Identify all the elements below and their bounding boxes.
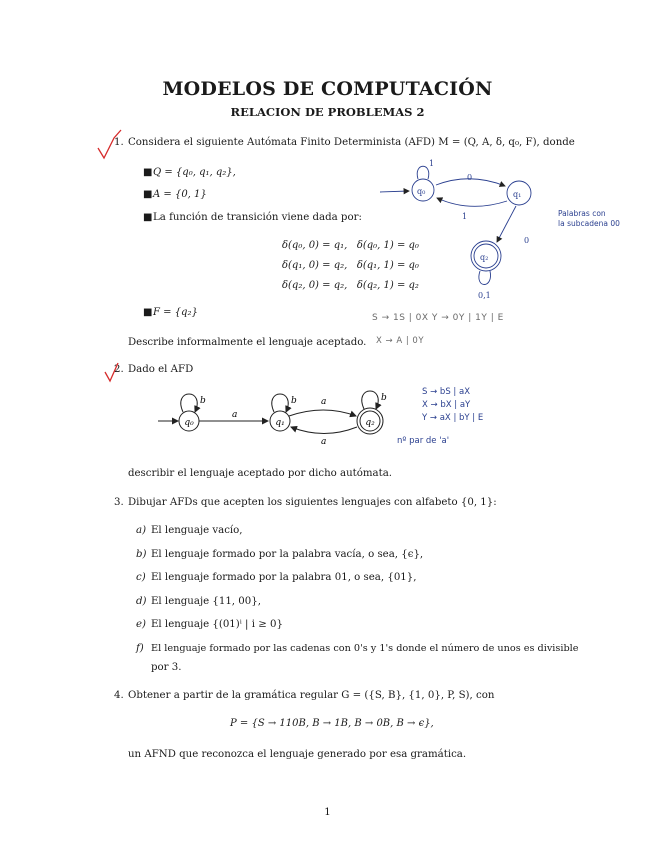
- bullet-icon: ■: [143, 212, 153, 223]
- list-item: El lenguaje formado por la palabra 01, o sea, {01},: [151, 572, 417, 583]
- handwritten-line: X → bX | aY: [422, 400, 471, 410]
- transition-row: δ(q₁, 0) = q₂, δ(q₁, 1) = q₀: [282, 260, 419, 271]
- check-mark-icon: [98, 130, 121, 158]
- sketch-label: 1: [462, 212, 468, 221]
- edge-q2-q1: [291, 427, 357, 434]
- list-item: El lenguaje {(01)ⁱ | i ≥ 0}: [151, 619, 283, 630]
- loop-label: b: [200, 396, 206, 406]
- list-marker: e): [136, 619, 147, 630]
- loop-label: b: [381, 393, 387, 403]
- handwritten-margin-note: [558, 209, 620, 229]
- sketch-label: 0: [467, 173, 473, 182]
- problem-2-number: 2.: [114, 364, 124, 375]
- bullet-icon: ■: [143, 189, 153, 200]
- loop-q0: [181, 394, 197, 412]
- problem-1-final-states: F = {q₂}: [153, 307, 198, 318]
- state-label: q₂: [365, 418, 375, 428]
- handwritten-grammar-1: S → 1S | 0X Y → 0Y | 1Y | E: [372, 313, 504, 323]
- edge-label: a: [321, 437, 327, 447]
- list-marker: a): [136, 525, 147, 536]
- sketch-loop-q2: [479, 271, 491, 285]
- handwritten-line: S → bS | aX: [422, 387, 471, 397]
- list-item: El lenguaje formado por las cadenas con 0's y 1's donde el número de unos es divisible: [151, 643, 579, 654]
- edge-q1-q2: [289, 410, 356, 416]
- sketch-label: q₁: [513, 190, 522, 199]
- problem-4-intro: Obtener a partir de la gramática regular G = ({S, B}, {1, 0}, P, S), con: [128, 690, 495, 701]
- problem-1-alphabet: A = {0, 1}: [153, 189, 207, 200]
- state-label: q₀: [184, 418, 194, 428]
- problem-2-question: describir el lenguaje aceptado por dicho autómata.: [128, 468, 393, 479]
- page-subtitle: RELACION DE PROBLEMAS 2: [230, 105, 425, 119]
- loop-q1: [272, 394, 288, 412]
- problem-1-states: Q = {q₀, q₁, q₂},: [153, 167, 236, 178]
- problem-1-transition-intro: La función de transición viene dada por:: [153, 212, 362, 223]
- sketch-label: 0: [524, 236, 530, 245]
- problem-1-intro: Considera el siguiente Autómata Finito Determinista (AFD) M = (Q, A, δ, q₀, F), donde: [128, 137, 575, 148]
- list-marker: f): [136, 643, 144, 654]
- bullet-icon: ■: [143, 307, 153, 318]
- list-item: El lenguaje {11, 00},: [151, 596, 261, 607]
- loop-label: b: [291, 396, 297, 406]
- sketch-label: q₀: [417, 187, 426, 196]
- sketch-initial-arrow: [380, 191, 409, 192]
- list-item: El lenguaje formado por la palabra vacía, o sea, {ϵ},: [151, 549, 424, 560]
- problem-1-number: 1.: [114, 137, 124, 148]
- check-mark-icon: [105, 363, 118, 381]
- handwritten-grammar-2: X → A | 0Y: [376, 336, 425, 346]
- state-label: q₁: [275, 418, 285, 428]
- handwritten-line: la subcadena 00: [558, 219, 620, 228]
- problem-3-number: 3.: [114, 497, 124, 508]
- problem-4-productions: P = {S → 110B, B → 1B, B → 0B, B → ϵ},: [230, 718, 434, 729]
- problem-2-intro: Dado el AFD: [128, 364, 194, 375]
- sketch-edge-q1-q0: [437, 198, 507, 206]
- page-number: 1: [324, 807, 331, 818]
- problem-3-intro: Dibujar AFDs que acepten los siguientes lenguajes con alfabeto {0, 1}:: [128, 497, 497, 508]
- handwritten-grammar-right: [422, 386, 483, 425]
- problem-4-number: 4.: [114, 690, 124, 701]
- sketch-loop-q0: [417, 166, 429, 179]
- sketch-label: q₂: [480, 253, 489, 262]
- transition-row: δ(q₀, 0) = q₁, δ(q₀, 1) = q₀: [282, 240, 419, 251]
- handwritten-note: nº par de 'a': [397, 436, 450, 446]
- transition-row: δ(q₂, 0) = q₂, δ(q₂, 1) = q₂: [282, 280, 419, 291]
- edge-label: a: [232, 410, 238, 420]
- page-title: MODELOS DE COMPUTACIÓN: [162, 78, 493, 100]
- sketch-label: 1: [429, 159, 435, 168]
- loop-q2: [362, 391, 378, 409]
- list-marker: d): [136, 596, 147, 607]
- handwritten-line: Palabras con: [558, 209, 606, 218]
- handwritten-line: Y → aX | bY | E: [422, 413, 484, 423]
- edge-label: a: [321, 397, 327, 407]
- list-item: El lenguaje vacío,: [151, 525, 243, 536]
- problem-4-question: un AFND que reconozca el lenguaje generado por esa gramática.: [128, 749, 467, 760]
- sketch-edge-q1-q2: [497, 206, 516, 242]
- list-marker: b): [136, 549, 147, 560]
- list-item-continuation: por 3.: [151, 662, 182, 673]
- problem-1-question: Describe informalmente el lenguaje aceptado.: [128, 337, 367, 348]
- bullet-icon: ■: [143, 167, 153, 178]
- list-marker: c): [136, 572, 146, 583]
- sketch-label: 0,1: [478, 291, 491, 300]
